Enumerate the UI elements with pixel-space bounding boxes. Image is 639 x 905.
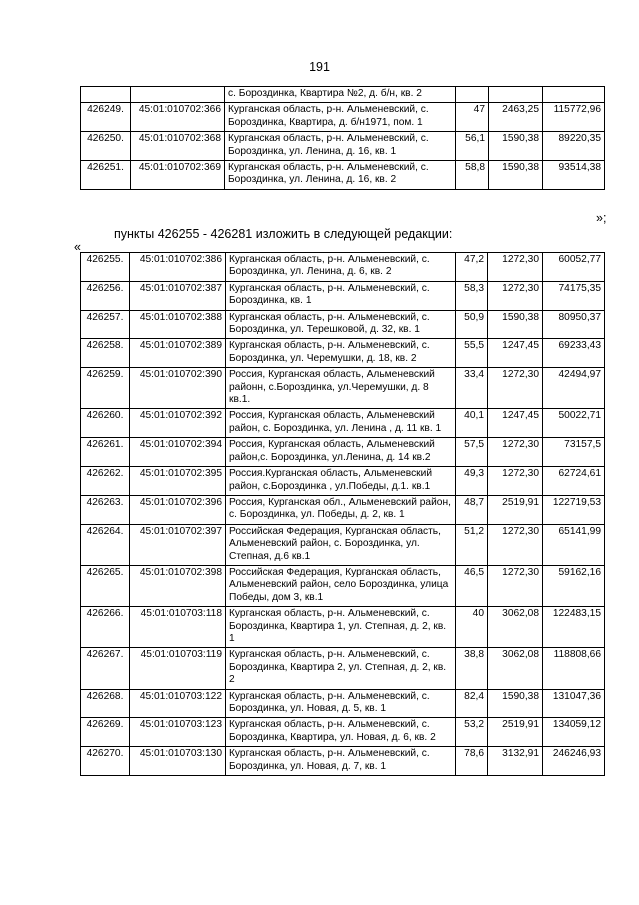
unit-price-cell: 1247,45 [488, 409, 543, 438]
table-row [81, 467, 605, 496]
cadastral-value-cell: 69233,43 [543, 339, 605, 368]
area-cell: 53,2 [456, 718, 488, 747]
cadastral-value-cell: 89220,35 [543, 132, 605, 161]
cadastral-number-cell: 45:01:010702:392 [130, 409, 226, 438]
address-cell: Курганская область, р-н. Альменевский, с. Бороздинка, ул. Новая, д. 5, кв. 1 [226, 689, 456, 718]
address-cell: Курганская область, р-н. Альменевский, с. Бороздинка, ул. Ленина, д. 16, кв. 1 [225, 132, 456, 161]
unit-price-cell: 1272,30 [488, 368, 543, 409]
cadastral-number-cell: 45:01:010703:119 [130, 648, 226, 689]
address-cell: Курганская область, р-н. Альменевский, с. Бороздинка, Квартира 2, ул. Степная, д. 2, кв. 2 [226, 648, 456, 689]
table-row [81, 718, 605, 747]
table-row [81, 438, 605, 467]
unit-price-cell [489, 87, 543, 103]
cadastral-number-cell: 45:01:010702:395 [130, 467, 226, 496]
property-table-amended [80, 252, 605, 776]
cadastral-number-cell: 45:01:010702:386 [130, 253, 226, 282]
cadastral-number-cell: 45:01:010702:396 [130, 495, 226, 524]
cadastral-number-cell: 45:01:010703:118 [130, 607, 226, 648]
cadastral-value-cell: 42494,97 [543, 368, 605, 409]
row-number-cell: 426266. [81, 607, 130, 648]
row-number-cell: 426263. [81, 495, 130, 524]
address-cell: Россия, Курганская область, Альменевский район,с. Бороздинка, ул.Ленина, д. 14 кв.2 [226, 438, 456, 467]
cadastral-number-cell: 45:01:010702:368 [131, 132, 225, 161]
area-cell: 40,1 [456, 409, 488, 438]
area-cell: 38,8 [456, 648, 488, 689]
cadastral-value-cell: 246246,93 [543, 747, 605, 776]
area-cell: 82,4 [456, 689, 488, 718]
row-number-cell: 426250. [81, 132, 131, 161]
row-number-cell: 426259. [81, 368, 130, 409]
cadastral-value-cell: 59162,16 [543, 565, 605, 606]
area-cell: 49,3 [456, 467, 488, 496]
area-cell: 50,9 [456, 310, 488, 339]
amendment-instruction: пункты 426255 - 426281 изложить в следующей редакции: [114, 227, 453, 241]
cadastral-value-cell: 93514,38 [543, 161, 605, 190]
address-cell: Курганская область, р-н. Альменевский, с. Бороздинка, Квартира, ул. Новая, д. 6, кв. 2 [226, 718, 456, 747]
unit-price-cell: 1247,45 [488, 339, 543, 368]
address-cell: Россия, Курганская область, Альменевский районн, с.Бороздинка, ул.Черемушки, д. 8 кв.1. [226, 368, 456, 409]
row-number-cell: 426270. [81, 747, 130, 776]
address-cell: Россия.Курганская область, Альменевский район, с.Бороздинка , ул.Победы, д.1. кв.1 [226, 467, 456, 496]
cadastral-value-cell: 74175,35 [543, 281, 605, 310]
table-row [81, 524, 605, 565]
cadastral-number-cell: 45:01:010702:366 [131, 103, 225, 132]
unit-price-cell: 1272,30 [488, 467, 543, 496]
row-number-cell: 426249. [81, 103, 131, 132]
cadastral-value-cell: 118808,66 [543, 648, 605, 689]
cadastral-number-cell: 45:01:010703:123 [130, 718, 226, 747]
cadastral-number-cell: 45:01:010702:389 [130, 339, 226, 368]
table-row [81, 607, 605, 648]
address-cell: Курганская область, р-н. Альменевский, с. Бороздинка, Квартира, д. б/н1971, пом. 1 [225, 103, 456, 132]
area-cell: 48,7 [456, 495, 488, 524]
address-cell: Курганская область, р-н. Альменевский, с. Бороздинка, ул. Терешковой, д. 32, кв. 1 [226, 310, 456, 339]
table-row [81, 339, 605, 368]
area-cell: 57,5 [456, 438, 488, 467]
row-number-cell: 426258. [81, 339, 130, 368]
table-row [81, 409, 605, 438]
cadastral-value-cell: 62724,61 [543, 467, 605, 496]
unit-price-cell: 2463,25 [489, 103, 543, 132]
row-number-cell: 426265. [81, 565, 130, 606]
table-row [81, 253, 605, 282]
area-cell: 47 [456, 103, 489, 132]
cadastral-value-cell: 65141,99 [543, 524, 605, 565]
area-cell: 58,8 [456, 161, 489, 190]
row-number-cell: 426267. [81, 648, 130, 689]
area-cell: 40 [456, 607, 488, 648]
row-number-cell: 426268. [81, 689, 130, 718]
address-cell: Курганская область, р-н. Альменевский, с. Бороздинка, ул. Новая, д. 7, кв. 1 [226, 747, 456, 776]
table-row [81, 495, 605, 524]
cadastral-number-cell: 45:01:010702:394 [130, 438, 226, 467]
area-cell: 78,6 [456, 747, 488, 776]
row-number-cell: 426251. [81, 161, 131, 190]
area-cell: 51,2 [456, 524, 488, 565]
address-cell: Курганская область, р-н. Альменевский, с. Бороздинка, ул. Ленина, д. 16, кв. 2 [225, 161, 456, 190]
area-cell: 55,5 [456, 339, 488, 368]
closing-quote: »; [596, 211, 607, 225]
area-cell: 46,5 [456, 565, 488, 606]
cadastral-number-cell: 45:01:010703:122 [130, 689, 226, 718]
unit-price-cell: 1590,38 [488, 310, 543, 339]
unit-price-cell: 3132,91 [488, 747, 543, 776]
cadastral-number-cell: 45:01:010702:397 [130, 524, 226, 565]
unit-price-cell: 1272,30 [488, 524, 543, 565]
unit-price-cell: 1272,30 [488, 438, 543, 467]
cadastral-number-cell [131, 87, 225, 103]
row-number-cell: 426256. [81, 281, 130, 310]
cadastral-value-cell: 60052,77 [543, 253, 605, 282]
cadastral-number-cell: 45:01:010702:398 [130, 565, 226, 606]
cadastral-value-cell: 134059,12 [543, 718, 605, 747]
cadastral-number-cell: 45:01:010702:387 [130, 281, 226, 310]
cadastral-value-cell: 115772,96 [543, 103, 605, 132]
table-row [81, 161, 605, 190]
table-row [81, 648, 605, 689]
cadastral-value-cell: 80950,37 [543, 310, 605, 339]
cadastral-number-cell: 45:01:010702:390 [130, 368, 226, 409]
unit-price-cell: 1590,38 [489, 132, 543, 161]
area-cell: 58,3 [456, 281, 488, 310]
address-cell: Россия, Курганская область, Альменевский район, с. Бороздинка, ул. Ленина , д. 11 кв. 1 [226, 409, 456, 438]
cadastral-value-cell: 131047,36 [543, 689, 605, 718]
table-row [81, 310, 605, 339]
row-number-cell: 426269. [81, 718, 130, 747]
area-cell: 56,1 [456, 132, 489, 161]
area-cell: 47,2 [456, 253, 488, 282]
address-cell: Курганская область, р-н. Альменевский, с. Бороздинка, ул. Черемушки, д. 18, кв. 2 [226, 339, 456, 368]
cadastral-value-cell: 122719,53 [543, 495, 605, 524]
table-row [81, 368, 605, 409]
unit-price-cell: 1272,30 [488, 565, 543, 606]
table-row [81, 103, 605, 132]
cadastral-number-cell: 45:01:010702:369 [131, 161, 225, 190]
table-row [81, 87, 605, 103]
address-cell: Курганская область, р-н. Альменевский, с. Бороздинка, кв. 1 [226, 281, 456, 310]
property-table-previous [80, 86, 605, 190]
area-cell: 33,4 [456, 368, 488, 409]
row-number-cell: 426260. [81, 409, 130, 438]
table-row [81, 281, 605, 310]
cadastral-value-cell: 50022,71 [543, 409, 605, 438]
table-row [81, 565, 605, 606]
unit-price-cell: 1590,38 [488, 689, 543, 718]
unit-price-cell: 2519,91 [488, 495, 543, 524]
address-cell: Российская Федерация, Курганская область, Альменевский район, с. Бороздинка, ул. Степная, д.6 кв.1 [226, 524, 456, 565]
cadastral-value-cell: 122483,15 [543, 607, 605, 648]
table-row [81, 747, 605, 776]
row-number-cell: 426262. [81, 467, 130, 496]
page-number: 191 [309, 60, 330, 74]
unit-price-cell: 1590,38 [489, 161, 543, 190]
address-cell: Российская Федерация, Курганская область, Альменевский район, село Бороздинка, улица Победы, дом 3, кв.1 [226, 565, 456, 606]
row-number-cell: 426261. [81, 438, 130, 467]
cadastral-value-cell [543, 87, 605, 103]
address-cell: с. Бороздинка, Квартира №2, д. б/н, кв. 2 [225, 87, 456, 103]
address-cell: Курганская область, р-н. Альменевский, с. Бороздинка, ул. Ленина, д. 6, кв. 2 [226, 253, 456, 282]
unit-price-cell: 2519,91 [488, 718, 543, 747]
row-number-cell [81, 87, 131, 103]
area-cell [456, 87, 489, 103]
row-number-cell: 426255. [81, 253, 130, 282]
unit-price-cell: 1272,30 [488, 253, 543, 282]
table-row [81, 689, 605, 718]
unit-price-cell: 3062,08 [488, 648, 543, 689]
opening-quote: « [74, 240, 81, 254]
row-number-cell: 426264. [81, 524, 130, 565]
address-cell: Курганская область, р-н. Альменевский, с. Бороздинка, Квартира 1, ул. Степная, д. 2, кв. 1 [226, 607, 456, 648]
row-number-cell: 426257. [81, 310, 130, 339]
table-row [81, 132, 605, 161]
unit-price-cell: 3062,08 [488, 607, 543, 648]
cadastral-value-cell: 73157,5 [543, 438, 605, 467]
address-cell: Россия, Курганская обл., Альменевский район, с. Бороздинка, ул. Победы, д. 2, кв. 1 [226, 495, 456, 524]
cadastral-number-cell: 45:01:010702:388 [130, 310, 226, 339]
unit-price-cell: 1272,30 [488, 281, 543, 310]
cadastral-number-cell: 45:01:010703:130 [130, 747, 226, 776]
